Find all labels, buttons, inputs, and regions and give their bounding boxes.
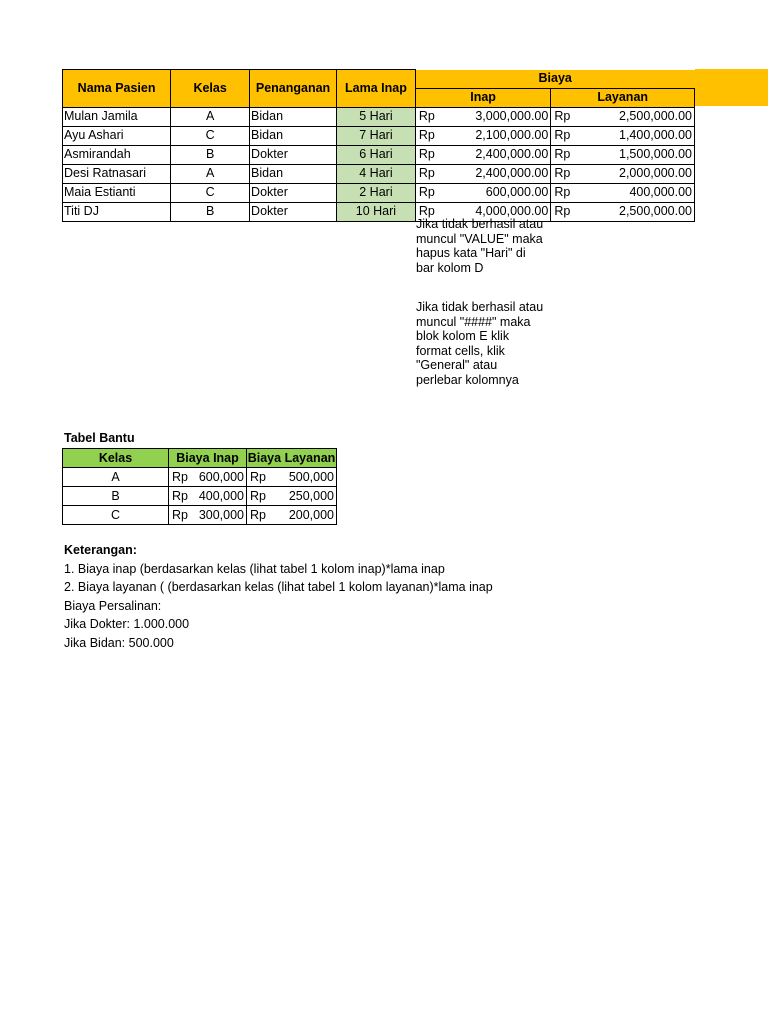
cell-biaya-layanan[interactable]: 1,500,000.00 <box>589 145 694 164</box>
helper-cell-biaya-inap[interactable]: 300,000 <box>199 506 247 525</box>
helper-header-biaya-layanan[interactable]: Biaya Layanan <box>247 449 337 468</box>
cell-nama-pasien[interactable]: Asmirandah <box>63 145 171 164</box>
helper-cell-biaya-layanan[interactable]: 500,000 <box>277 468 337 487</box>
cell-biaya-layanan[interactable]: 400,000.00 <box>589 183 694 202</box>
cell-penanganan[interactable]: Dokter <box>250 183 337 202</box>
cell-penanganan[interactable]: Bidan <box>250 164 337 183</box>
cell-currency[interactable]: Rp <box>415 164 453 183</box>
helper-cell-currency[interactable]: Rp <box>247 487 277 506</box>
cell-currency[interactable]: Rp <box>551 126 589 145</box>
helper-table <box>62 448 337 525</box>
helper-cell-currency[interactable]: Rp <box>169 468 199 487</box>
helper-header-kelas[interactable]: Kelas <box>63 449 169 468</box>
helper-cell-kelas[interactable]: A <box>63 468 169 487</box>
patient-row <box>63 107 695 126</box>
cell-kelas[interactable]: B <box>171 202 250 221</box>
cell-currency[interactable]: Rp <box>415 202 453 221</box>
patient-row <box>63 202 695 221</box>
cell-currency[interactable]: Rp <box>551 107 589 126</box>
helper-cell-biaya-layanan[interactable]: 250,000 <box>277 487 337 506</box>
cell-lama-inap[interactable]: 10 Hari <box>337 202 416 221</box>
helper-table-title: Tabel Bantu <box>64 431 135 445</box>
helper-row <box>63 468 337 487</box>
cell-currency[interactable]: Rp <box>415 107 453 126</box>
helper-cell-biaya-layanan[interactable]: 200,000 <box>277 506 337 525</box>
cell-currency[interactable]: Rp <box>551 164 589 183</box>
cell-currency[interactable]: Rp <box>551 183 589 202</box>
keterangan-line: Jika Dokter: 1.000.000 <box>64 617 190 631</box>
cell-lama-inap[interactable]: 5 Hari <box>337 107 416 126</box>
cell-currency[interactable]: Rp <box>551 145 589 164</box>
cell-biaya-inap[interactable]: 4,000,000.00 <box>454 202 551 221</box>
cell-biaya-inap[interactable]: 600,000.00 <box>454 183 551 202</box>
cell-penanganan[interactable]: Bidan <box>250 107 337 126</box>
helper-row <box>63 487 337 506</box>
patient-row <box>63 183 695 202</box>
cell-penanganan[interactable]: Bidan <box>250 126 337 145</box>
cell-biaya-layanan[interactable]: 1,400,000.00 <box>589 126 694 145</box>
cell-biaya-inap[interactable]: 2,400,000.00 <box>454 145 551 164</box>
patient-row <box>63 145 695 164</box>
header-biaya-inap[interactable]: Inap <box>415 88 550 107</box>
cell-kelas[interactable]: C <box>171 183 250 202</box>
helper-header-biaya-inap[interactable]: Biaya Inap <box>169 449 247 468</box>
helper-cell-kelas[interactable]: C <box>63 506 169 525</box>
keterangan-line: 1. Biaya inap (berdasarkan kelas (lihat tabel 1 kolom inap)*lama inap <box>64 561 445 576</box>
cell-biaya-inap[interactable]: 2,100,000.00 <box>454 126 551 145</box>
helper-cell-kelas[interactable]: B <box>63 487 169 506</box>
cell-kelas[interactable]: B <box>171 145 250 164</box>
header-penanganan[interactable]: Penanganan <box>250 70 337 108</box>
cell-nama-pasien[interactable]: Desi Ratnasari <box>63 164 171 183</box>
keterangan-section <box>64 541 493 652</box>
cell-lama-inap[interactable]: 2 Hari <box>337 183 416 202</box>
cell-lama-inap[interactable]: 7 Hari <box>337 126 416 145</box>
cell-currency[interactable]: Rp <box>551 202 589 221</box>
keterangan-title: Keterangan: <box>64 543 137 557</box>
note-value-error: Jika tidak berhasil atau muncul "VALUE" maka hapus kata "Hari" di bar kolom D <box>416 217 544 275</box>
cell-currency[interactable]: Rp <box>415 145 453 164</box>
header-nama-pasien[interactable]: Nama Pasien <box>63 70 171 108</box>
keterangan-line: 2. Biaya layanan ( (berdasarkan kelas (lihat tabel 1 kolom layanan)*lama inap <box>64 580 493 594</box>
cell-lama-inap[interactable]: 6 Hari <box>337 145 416 164</box>
cell-biaya-inap[interactable]: 2,400,000.00 <box>454 164 551 183</box>
cell-lama-inap[interactable]: 4 Hari <box>337 164 416 183</box>
cell-kelas[interactable]: C <box>171 126 250 145</box>
cell-biaya-inap[interactable]: 3,000,000.00 <box>454 107 551 126</box>
cell-biaya-layanan[interactable]: 2,500,000.00 <box>589 107 694 126</box>
cell-currency[interactable]: Rp <box>415 183 453 202</box>
cell-currency[interactable]: Rp <box>415 126 453 145</box>
cell-kelas[interactable]: A <box>171 164 250 183</box>
keterangan-line: Jika Bidan: 500.000 <box>64 635 174 650</box>
cell-nama-pasien[interactable]: Maia Estianti <box>63 183 171 202</box>
helper-row <box>63 506 337 525</box>
helper-cell-currency[interactable]: Rp <box>169 487 199 506</box>
header-lama-inap[interactable]: Lama Inap <box>337 70 416 108</box>
header-fill-strip <box>695 69 768 106</box>
header-biaya[interactable]: Biaya <box>415 70 694 89</box>
header-kelas[interactable]: Kelas <box>171 70 250 108</box>
patient-row <box>63 126 695 145</box>
header-biaya-layanan[interactable]: Layanan <box>551 88 695 107</box>
helper-cell-currency[interactable]: Rp <box>247 468 277 487</box>
helper-cell-biaya-inap[interactable]: 600,000 <box>199 468 247 487</box>
cell-penanganan[interactable]: Dokter <box>250 202 337 221</box>
patient-table <box>62 69 695 222</box>
cell-biaya-layanan[interactable]: 2,000,000.00 <box>589 164 694 183</box>
note-hash-error: Jika tidak berhasil atau muncul "####" maka blok kolom E klik format cells, klik "General" atau perlebar kolomnya <box>416 300 544 387</box>
helper-cell-currency[interactable]: Rp <box>247 506 277 525</box>
helper-cell-currency[interactable]: Rp <box>169 506 199 525</box>
cell-biaya-layanan[interactable]: 2,500,000.00 <box>589 202 694 221</box>
helper-cell-biaya-inap[interactable]: 400,000 <box>199 487 247 506</box>
keterangan-line: Biaya Persalinan: <box>64 598 162 613</box>
patient-row <box>63 164 695 183</box>
cell-nama-pasien[interactable]: Titi DJ <box>63 202 171 221</box>
cell-nama-pasien[interactable]: Mulan Jamila <box>63 107 171 126</box>
cell-kelas[interactable]: A <box>171 107 250 126</box>
cell-nama-pasien[interactable]: Ayu Ashari <box>63 126 171 145</box>
cell-penanganan[interactable]: Dokter <box>250 145 337 164</box>
